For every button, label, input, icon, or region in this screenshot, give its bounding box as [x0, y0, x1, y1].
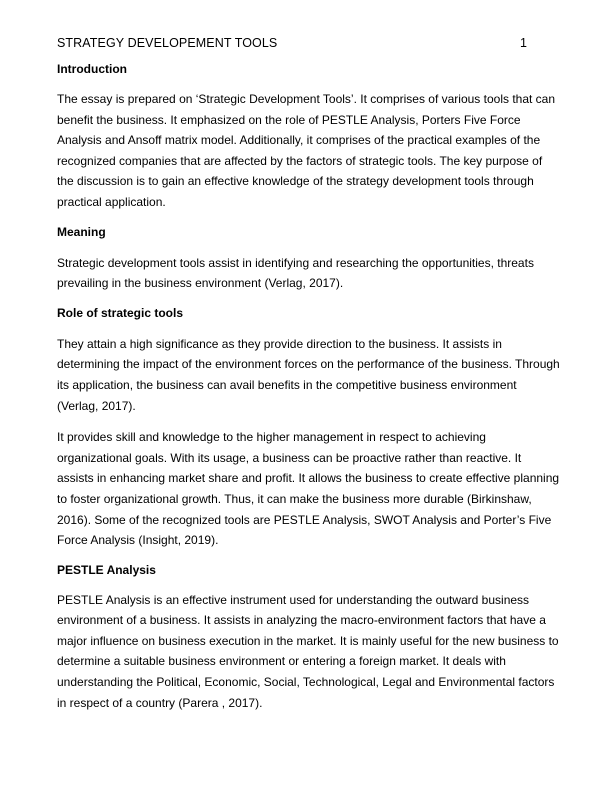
- running-head-title: STRATEGY DEVELOPEMENT TOOLS: [57, 36, 278, 50]
- document-body: [57, 61, 560, 713]
- paragraph-role-2: It provides skill and knowledge to the higher management in respect to achieving organizational goals. With its usage, a business can be proactive rather than reactive. It assists in enhancing market share and profit. It allows the business to create effective planning to foster organizational growth. Thus, it can make the business more durable (Birkinshaw, 2016). Some of the recognized tools are PESTLE Analysis, SWOT Analysis and Porter’s Five Force Analysis (Insight, 2019).: [57, 430, 560, 548]
- paragraph-meaning: Strategic development tools assist in identifying and researching the opportunities, threats prevailing in the business environment (Verlag, 2017).: [57, 255, 534, 291]
- paragraph-pestle: PESTLE Analysis is an effective instrument used for understanding the outward business environment of a business. It assists in analyzing the macro-environment factors that have a major influence on business execution in the market. It is mainly useful for the new business to determine a suitable business environment or entering a foreign market. It deals with understanding the Political, Economic, Social, Technological, Legal and Environmental factors in respect of a country (Parera , 2017).: [57, 592, 559, 710]
- heading-pestle-analysis: PESTLE Analysis: [57, 562, 156, 577]
- page-number: 1: [520, 36, 527, 50]
- heading-meaning: Meaning: [57, 224, 106, 239]
- paragraph-introduction: The essay is prepared on ‘Strategic Development Tools’. It comprises of various tools that can benefit the business. It emphasized on the role of PESTLE Analysis, Porters Five Force Analysis and Ansoff matrix model. Additionally, it comprises of the practical examples of the recognized companies that are affected by the factors of strategic tools. The key purpose of the discussion is to gain an effective knowledge of the strategy development tools through practical application.: [57, 92, 556, 209]
- paragraph-role-1: They attain a high significance as they provide direction to the business. It assists in determining the impact of the environment forces on the performance of the business. Through its application, the business can avail benefits in the competitive business environment (Verlag, 2017).: [57, 336, 560, 413]
- heading-introduction: Introduction: [57, 62, 127, 76]
- heading-role-of-strategic-tools: Role of strategic tools: [57, 305, 184, 320]
